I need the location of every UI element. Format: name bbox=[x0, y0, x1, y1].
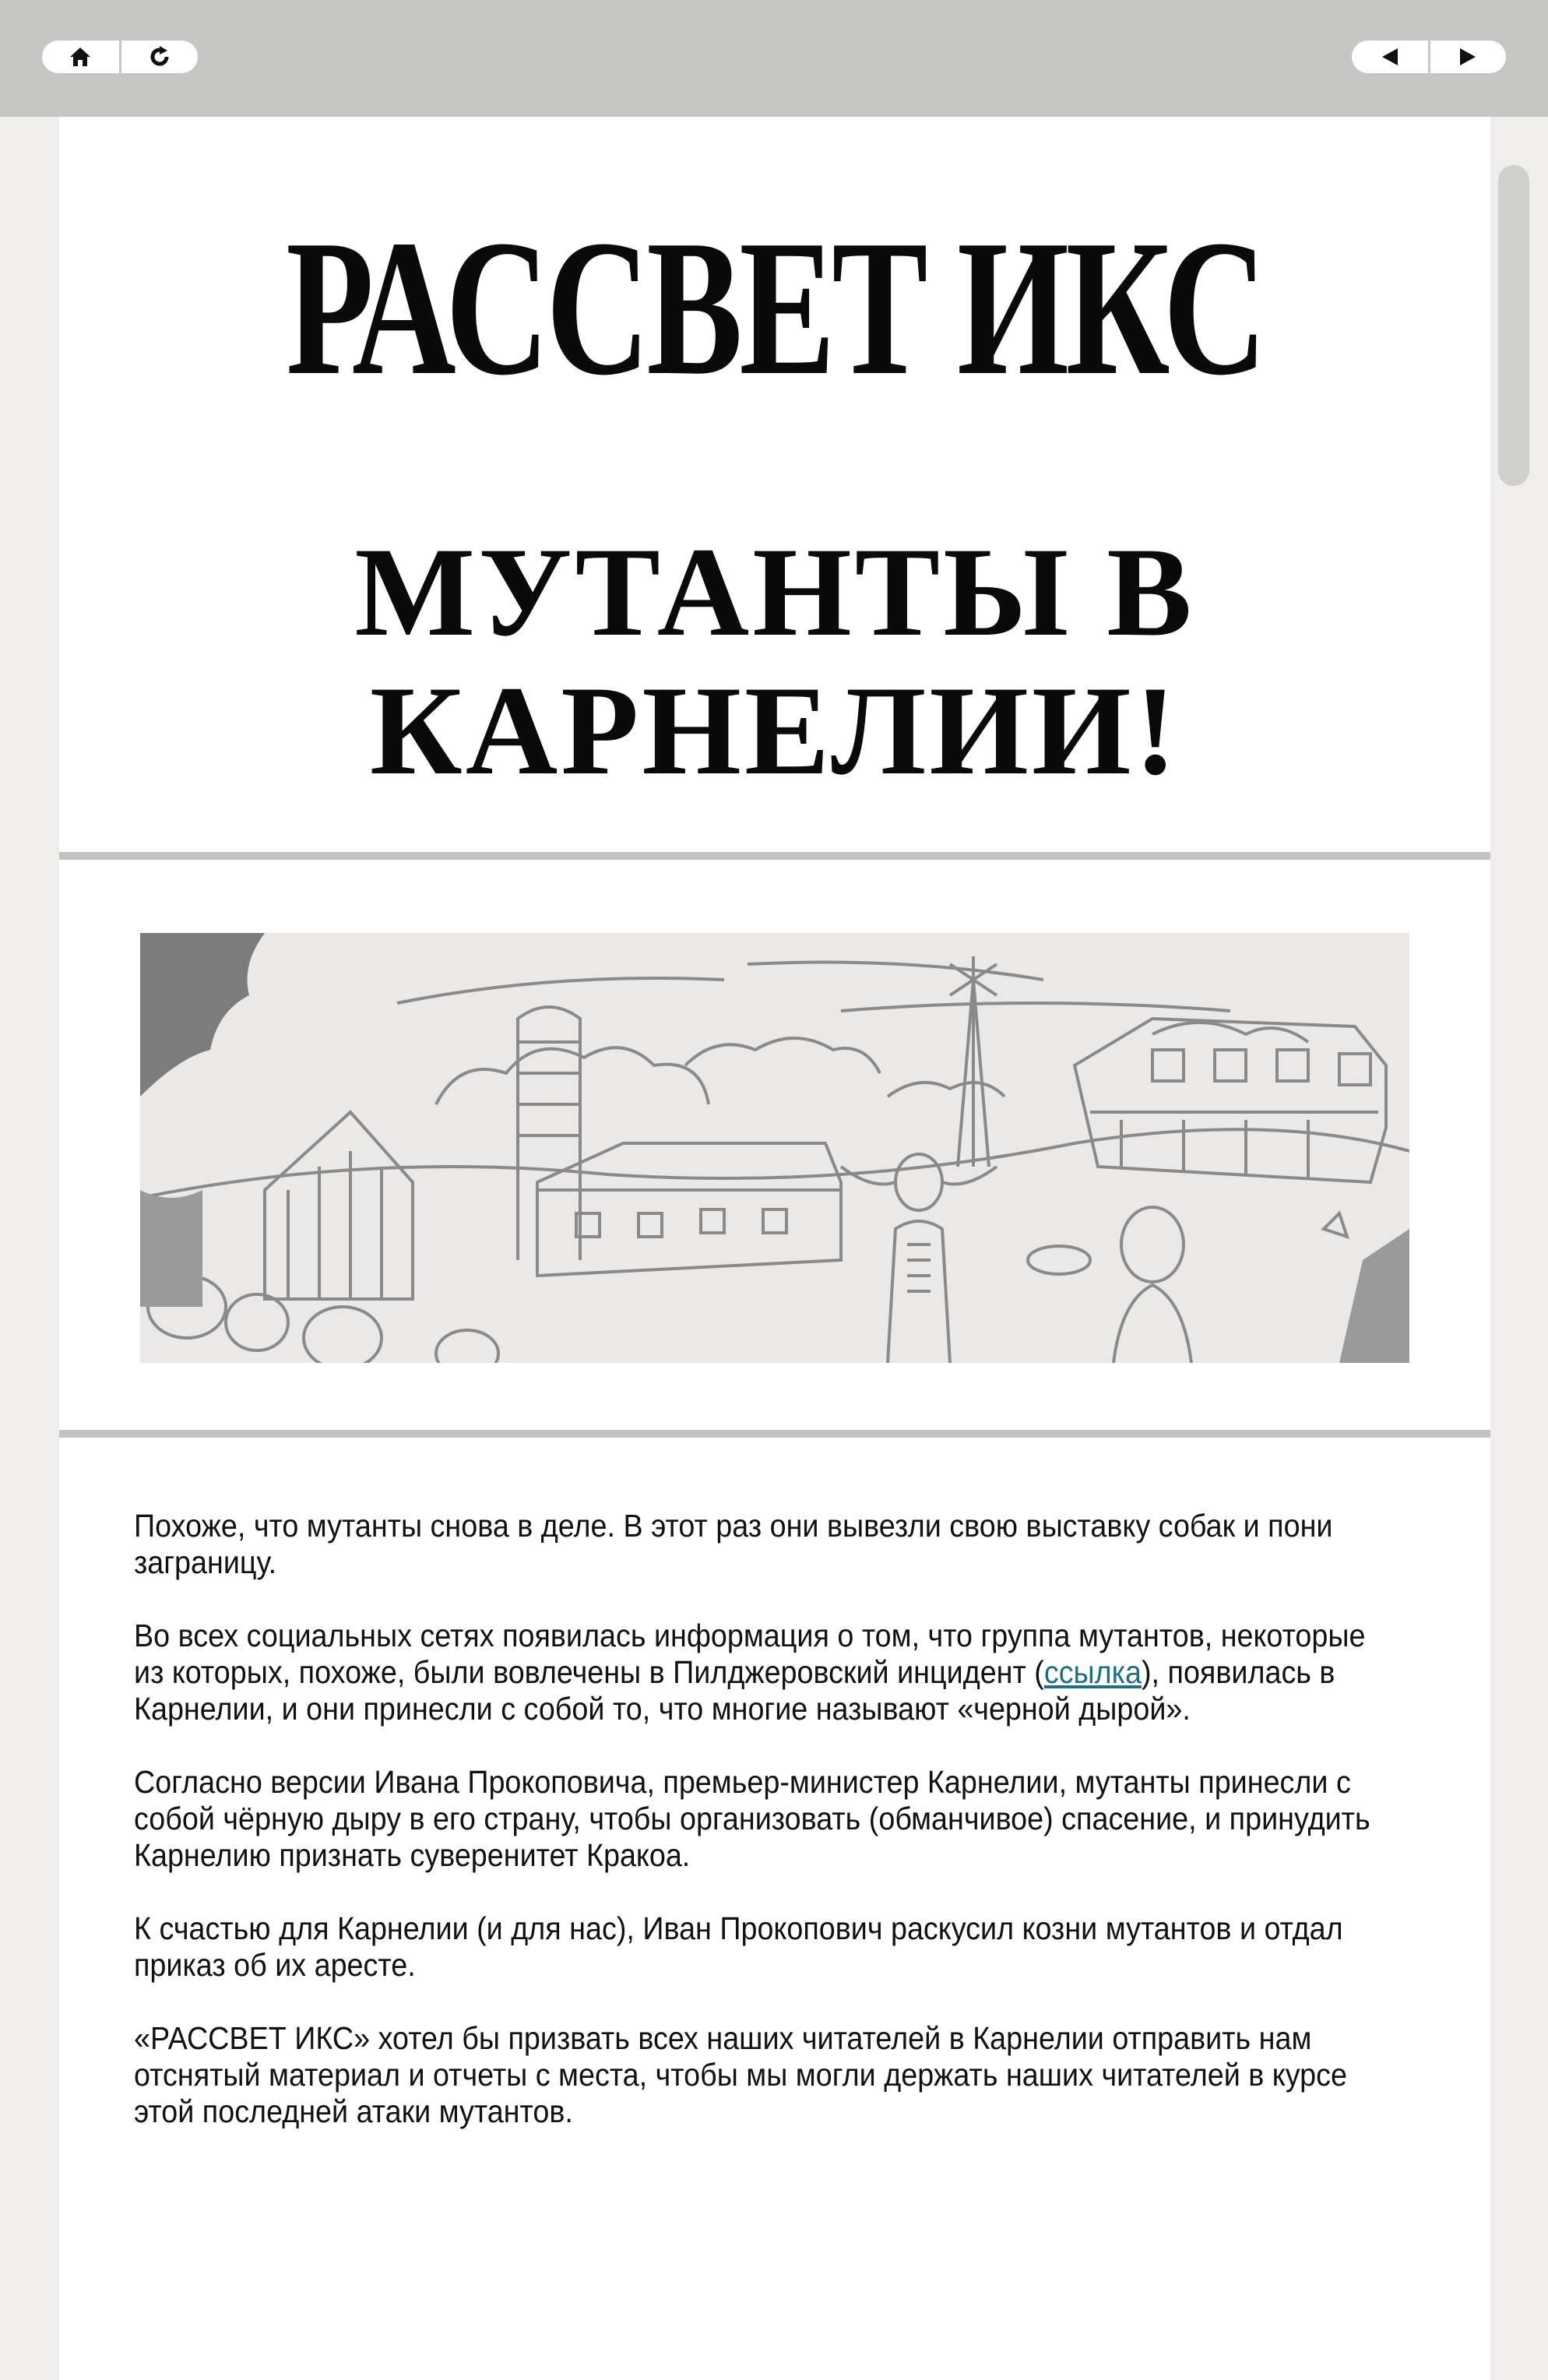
reload-button[interactable] bbox=[121, 40, 199, 73]
farm-illustration bbox=[140, 933, 1409, 1363]
nav-pill-right bbox=[1352, 40, 1506, 73]
article-paragraph-2-end: ), появилась в Карнелии, и они принесли с собой то, что многие называют «черной дырой». bbox=[134, 1654, 1335, 1727]
forward-arrow-icon bbox=[1457, 46, 1479, 68]
divider-top bbox=[59, 852, 1490, 860]
divider-bottom bbox=[59, 1430, 1490, 1438]
nav-pill-left bbox=[42, 40, 198, 73]
article-paragraph-4: К счастью для Карнелии (и для нас), Иван Прокопович раскусил козни мутантов и отдал приказ об их аресте. bbox=[134, 1910, 1343, 1983]
back-arrow-icon bbox=[1379, 46, 1401, 68]
source-link[interactable]: ссылка bbox=[1043, 1654, 1142, 1690]
article-paragraph-2 bbox=[134, 1618, 1395, 1727]
headline-line-2: КАРНЕЛИИ! bbox=[369, 660, 1180, 801]
home-icon bbox=[69, 46, 92, 68]
scrollbar-thumb[interactable] bbox=[1498, 165, 1529, 486]
farm-scene-drawing bbox=[140, 933, 1409, 1363]
article-body bbox=[134, 1508, 1370, 2167]
article-paragraph-3: Согласно версии Ивана Прокоповича, премьер-министер Карнелии, мутанты принесли с собой чёрную дыру в его страну, чтобы организовать (обманчивое) спасение, и принудить Карнелию признать суверенитет Кракоа. bbox=[134, 1764, 1370, 1873]
headline-line-1: МУТАНТЫ В bbox=[354, 522, 1195, 663]
site-masthead: РАССВЕТ ИКС bbox=[286, 200, 1264, 416]
article-paragraph-2-start: Во всех социальных сетях появилась информация о том, что группа мутантов, некоторые из которых, похоже, были вовлечены в Пилджеровский инцидент ( bbox=[134, 1618, 1366, 1690]
back-button[interactable] bbox=[1352, 40, 1428, 73]
article-headline bbox=[59, 523, 1490, 801]
reload-icon bbox=[148, 45, 171, 69]
home-button[interactable] bbox=[42, 40, 119, 73]
article-paragraph-1: Похоже, что мутанты снова в деле. В этот раз они вывезли свою выставку собак и пони заграницу. bbox=[134, 1508, 1333, 1580]
browser-toolbar bbox=[0, 0, 1548, 117]
article-paragraph-5: «РАССВЕТ ИКС» хотел бы призвать всех наших читателей в Карнелии отправить нам отснятый материал и отчеты с места, чтобы мы могли держать наших читателей в курсе этой последней атаки мутантов. bbox=[134, 2020, 1347, 2129]
forward-button[interactable] bbox=[1430, 40, 1507, 73]
